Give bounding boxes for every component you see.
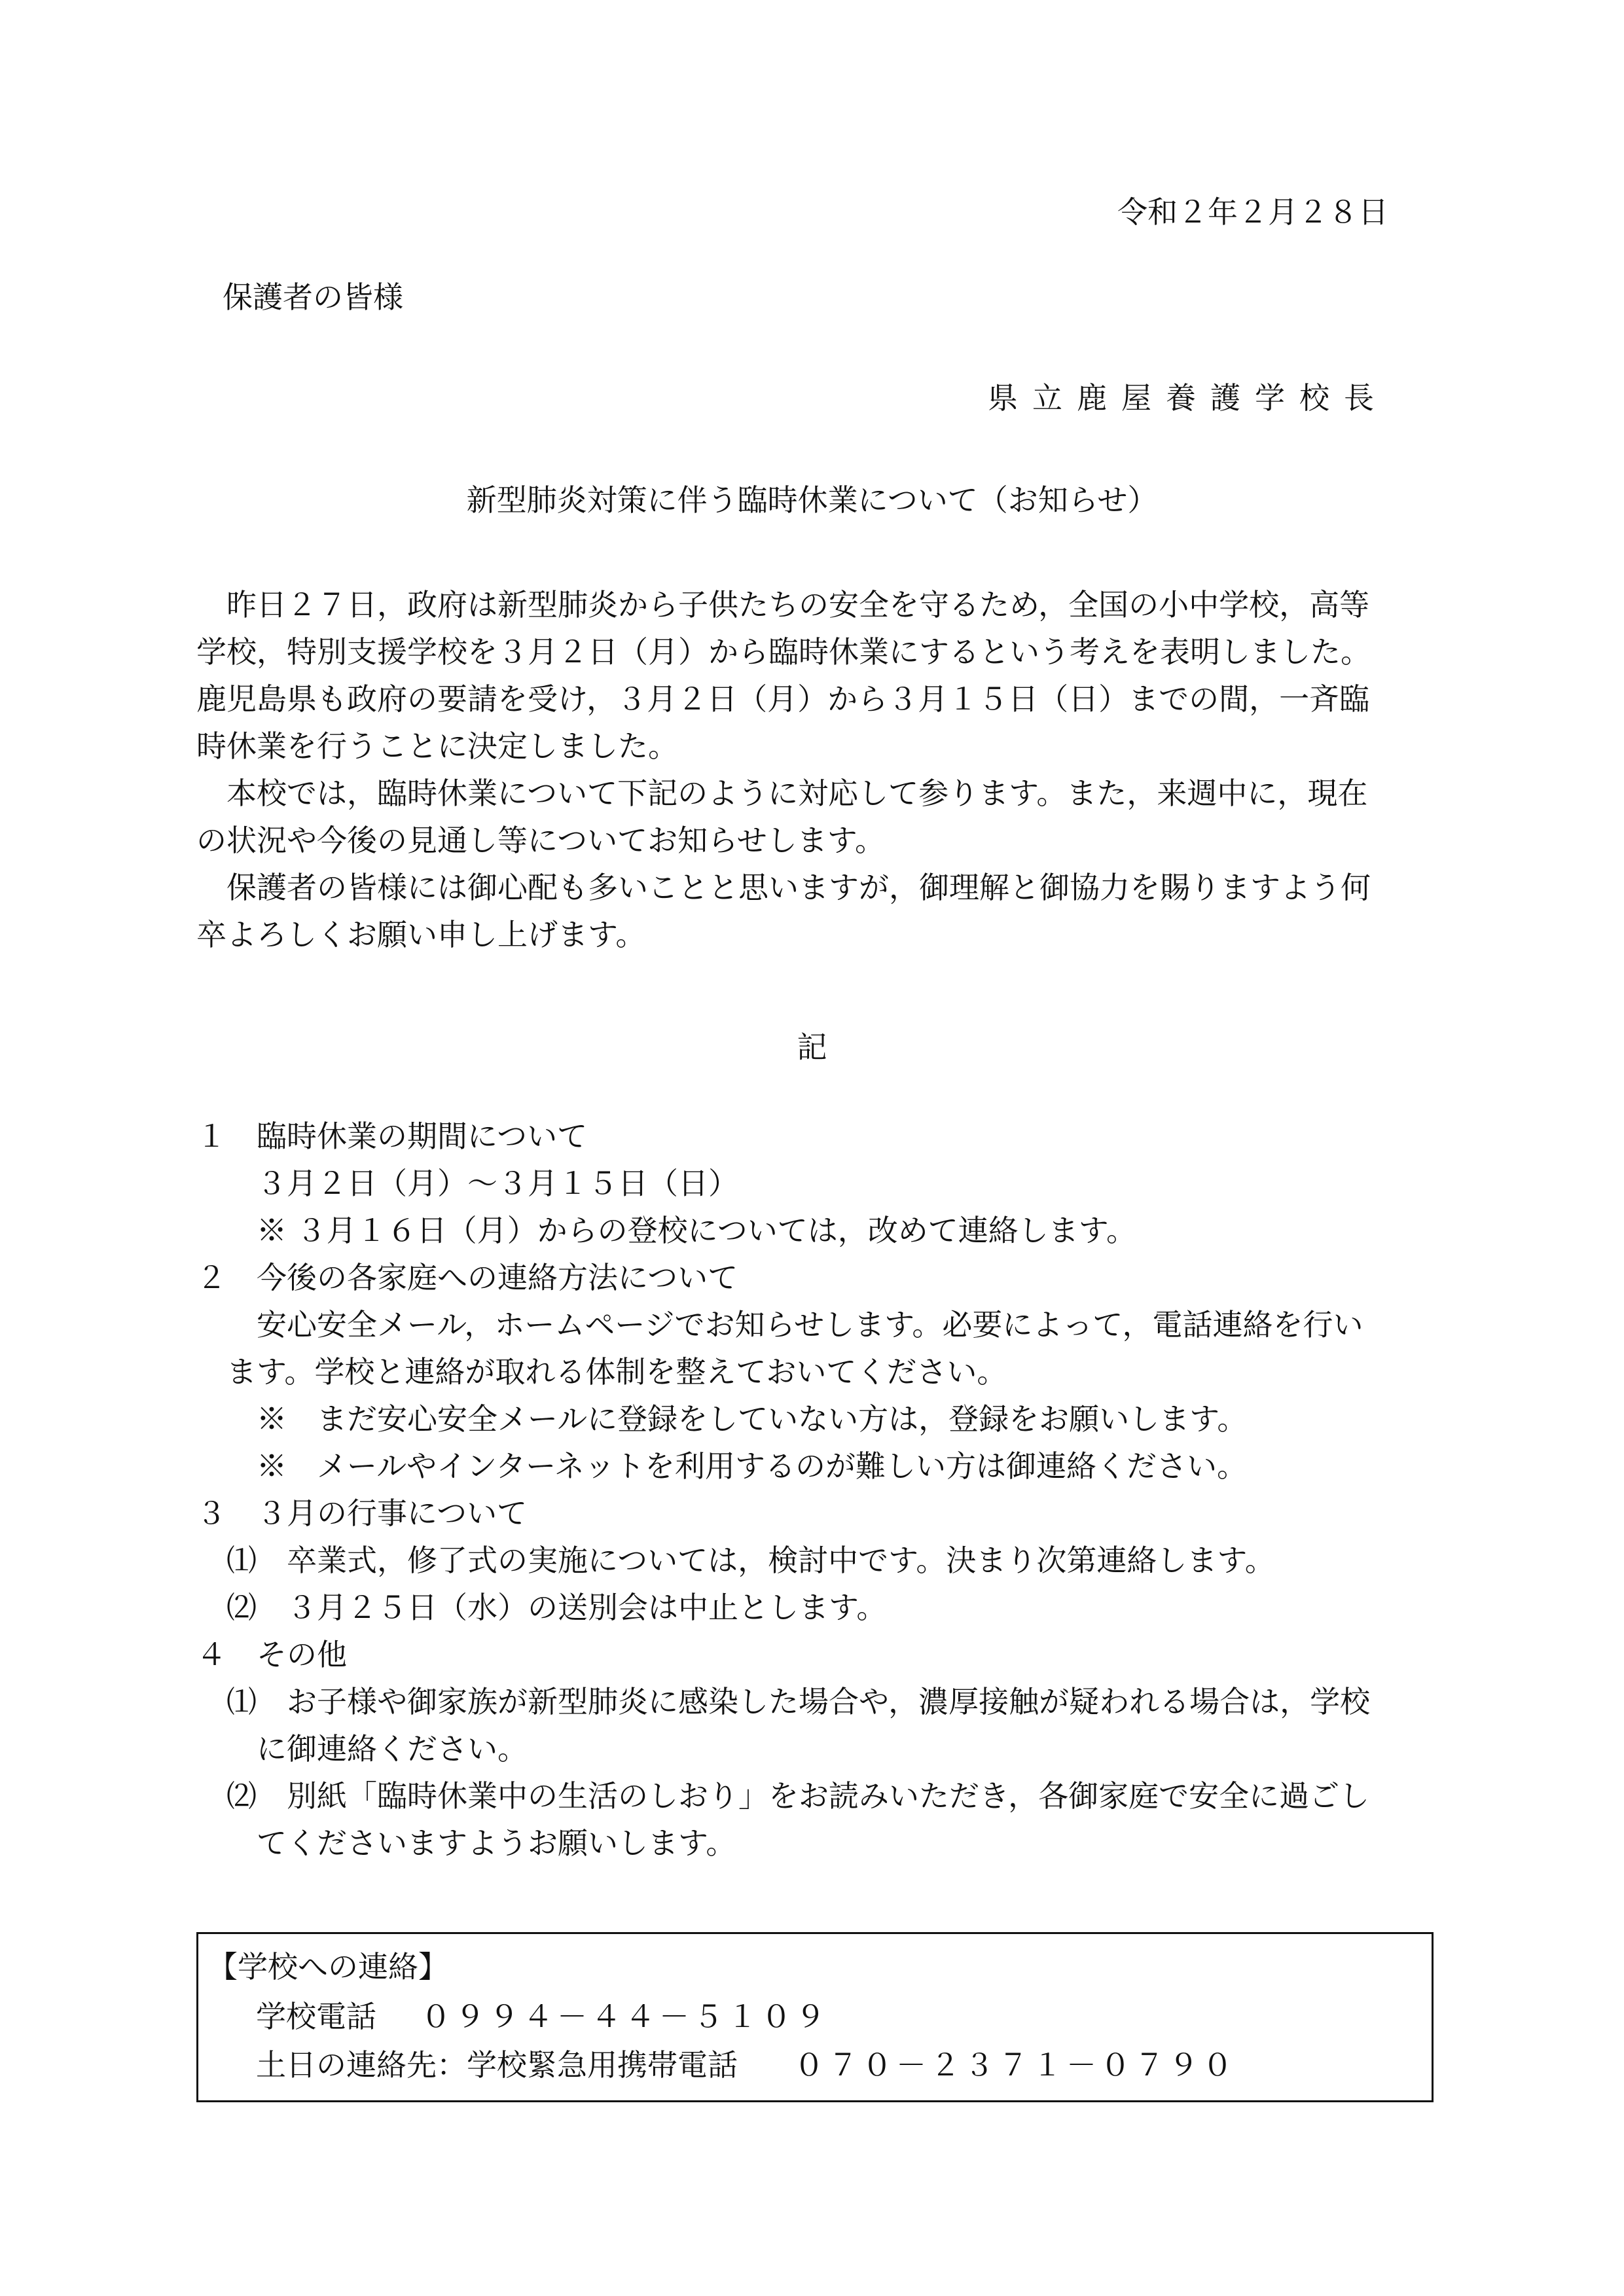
contact-box <box>196 1932 1434 2102</box>
list-item: ます。学校と連絡が取れる体制を整えておいてください。 <box>196 1354 1007 1390</box>
list-item: ※ まだ安心安全メールに登録をしていない方は，登録をお願いします。 <box>196 1401 1248 1437</box>
contact-heading: 【学校への連絡】 <box>208 1949 448 1984</box>
list-item: てくださいますようお願いします。 <box>196 1825 736 1861</box>
body-line: の状況や今後の見通し等についてお知らせします。 <box>196 823 886 858</box>
list-item: ⑴ 卒業式，修了式の実施については，検討中です。決まり次第連絡します。 <box>196 1543 1275 1578</box>
body-line: 時休業を行うことに決定しました。 <box>196 728 678 764</box>
body-line: 学校，特別支援学校を３月２日（月）から臨時休業にするという考えを表明しました。 <box>196 634 1371 670</box>
list-item: ２ 今後の各家庭への連絡方法について <box>196 1260 738 1295</box>
document-date: 令和２年２月２８日 <box>1117 194 1388 230</box>
body-line: 本校では，臨時休業について下記のように対応して参ります。また，来週中に，現在 <box>196 776 1368 811</box>
list-item: ⑴ お子様や御家族が新型肺炎に感染した場合や，濃厚接触が疑われる場合は，学校 <box>196 1684 1371 1719</box>
ki-heading: 記 <box>797 1030 827 1065</box>
list-item: ３月２日（月）～３月１５日（日） <box>196 1166 738 1201</box>
body-line: 卒よろしくお願い申し上げます。 <box>196 917 646 952</box>
body-line: 保護者の皆様には御心配も多いことと思いますが，御理解と御協力を賜りますよう何 <box>196 870 1371 905</box>
list-item: 安心安全メール，ホームページでお知らせします。必要によって，電話連絡を行い <box>196 1307 1363 1342</box>
list-item: に御連絡ください。 <box>196 1731 528 1767</box>
weekend-phone-number: ０７０－２３７１－０７９０ <box>794 2047 1236 2083</box>
document-title: 新型肺炎対策に伴う臨時休業について（お知らせ） <box>466 482 1158 518</box>
list-item: １ 臨時休業の期間について <box>196 1119 588 1154</box>
list-item: ４ その他 <box>196 1637 347 1672</box>
weekend-contact-label: 土日の連絡先：学校緊急用携帯電話 <box>256 2047 738 2083</box>
list-item: ⑵ 別紙「臨時休業中の生活のしおり」をお読みいただき，各御家庭で安全に過ごし <box>196 1778 1370 1814</box>
list-item: ※ ３月１６日（月）からの登校については，改めて連絡します。 <box>196 1213 1137 1248</box>
school-phone-label: 学校電話 <box>256 1999 376 2034</box>
body-line: 鹿児島県も政府の要請を受け，３月２日（月）から３月１５日（日）までの間，一斉臨 <box>196 681 1370 717</box>
list-item: ⑵ ３月２５日（水）の送別会は中止とします。 <box>196 1590 887 1625</box>
list-item: ３ ３月の行事について <box>196 1496 528 1531</box>
body-line: 昨日２７日，政府は新型肺炎から子供たちの安全を守るため，全国の小中学校，高等 <box>196 587 1370 622</box>
addressee: 保護者の皆様 <box>223 279 403 315</box>
sender: 県立鹿屋養護学校長 <box>988 380 1388 416</box>
school-phone-number: ０９９４－４４－５１０９ <box>421 1999 829 2034</box>
list-item: ※ メールやインターネットを利用するのが難しい方は御連絡ください。 <box>196 1448 1247 1484</box>
